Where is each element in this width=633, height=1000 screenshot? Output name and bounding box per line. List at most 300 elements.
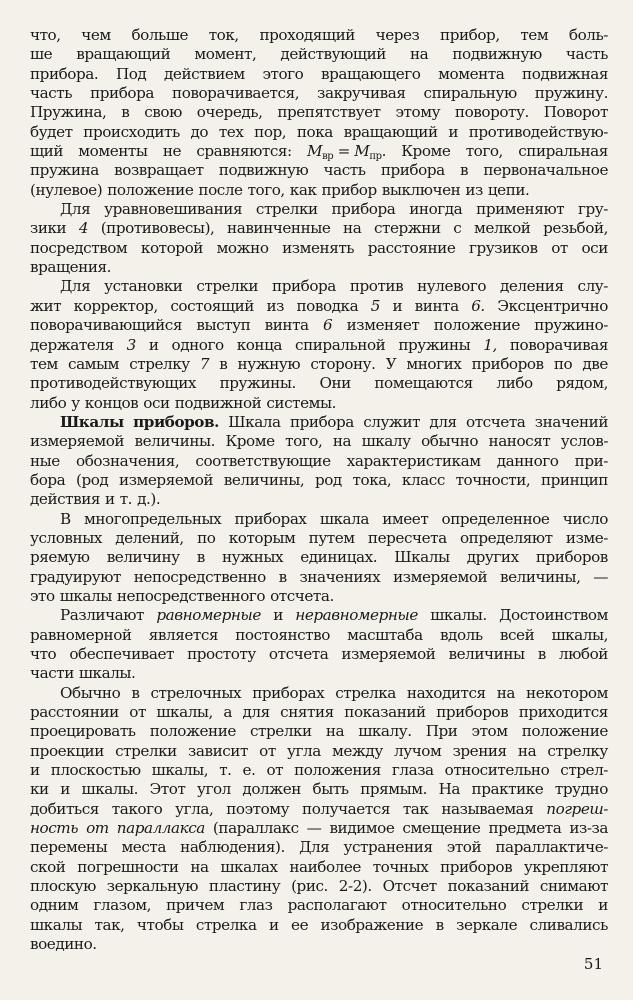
word: поворачивается, — [172, 84, 300, 103]
word: некотором — [526, 683, 608, 702]
word: тем — [30, 354, 58, 373]
word: величины. — [134, 432, 216, 451]
word: иногда — [409, 200, 463, 219]
word: до — [190, 122, 209, 141]
word: стрелочных — [150, 683, 242, 702]
word: класс — [401, 470, 445, 489]
word: подвижную — [452, 45, 542, 64]
word: на — [496, 683, 515, 702]
word: положение — [149, 722, 236, 741]
word: шкалу. — [358, 722, 412, 741]
word: обеспечивает — [69, 645, 174, 663]
word: шкалу — [361, 432, 411, 451]
word: пластину — [208, 877, 281, 896]
word: приборов. — [133, 412, 219, 431]
word: При — [425, 722, 458, 741]
word: точных — [372, 857, 429, 876]
word: ской — [30, 857, 66, 876]
word: и — [273, 606, 283, 625]
page-body — [30, 26, 608, 955]
word: такого — [111, 799, 163, 818]
text-line — [30, 239, 608, 258]
word: 5 — [370, 296, 380, 315]
word: винта — [414, 296, 459, 315]
text-line — [30, 780, 608, 799]
word: число — [562, 509, 608, 528]
word: пружина — [30, 161, 99, 180]
word: и — [60, 780, 70, 799]
text-line — [30, 664, 608, 683]
word: две — [582, 354, 608, 373]
word: трудно — [554, 780, 608, 799]
word: прибора — [90, 84, 154, 103]
word: в — [121, 103, 130, 122]
word: стержни — [373, 219, 441, 238]
word: приборов — [436, 703, 509, 722]
word: измеряемой — [393, 567, 488, 586]
word: видимое — [329, 819, 395, 838]
word: возвращает — [114, 161, 204, 180]
text-line — [30, 510, 608, 529]
word: навинченные — [227, 219, 331, 238]
word: проецировать — [30, 722, 136, 741]
text-line — [30, 838, 608, 857]
word: пока — [296, 122, 333, 141]
word: места — [121, 838, 166, 857]
word: показаний — [344, 703, 426, 722]
word: либо — [30, 393, 67, 412]
word: наносят — [488, 432, 551, 451]
text-line — [30, 529, 608, 548]
text-line — [30, 65, 608, 84]
word: сторону. — [310, 354, 376, 373]
word: спиральная — [518, 142, 608, 161]
word: проходящий — [259, 26, 355, 44]
word: зеркале — [456, 915, 518, 934]
word: изме- — [565, 528, 608, 547]
word: величины, — [499, 567, 581, 586]
word: нужных — [222, 548, 284, 567]
word: в — [537, 645, 546, 663]
word: снимают — [539, 877, 608, 896]
word: у — [71, 393, 80, 412]
word: одного — [171, 335, 224, 354]
word: 1, — [483, 335, 497, 354]
text-line — [30, 568, 608, 587]
word: резьбой, — [543, 219, 608, 238]
word: в — [196, 548, 205, 567]
word: приборов — [535, 548, 608, 567]
word: измеряемой — [341, 645, 436, 663]
word: на — [517, 741, 537, 760]
word: шкалы. — [81, 780, 139, 799]
word: на — [325, 722, 345, 741]
word: $M_{вр} = M_{пр}$. — [307, 142, 386, 163]
word: 4 — [78, 219, 89, 238]
word: как — [289, 180, 317, 199]
word: для — [242, 703, 270, 722]
word: действием — [164, 64, 245, 83]
word: Под — [115, 64, 147, 83]
word: прибора — [380, 161, 445, 180]
word: постоянство — [235, 625, 330, 644]
word: пружину. — [534, 84, 608, 103]
word: является — [148, 625, 219, 644]
word: из — [465, 180, 483, 199]
word: Обычно — [60, 683, 121, 702]
word: значений — [534, 412, 608, 431]
text-line — [30, 858, 608, 877]
text-line — [30, 103, 608, 122]
word: плоскостью — [50, 761, 141, 780]
word: в — [459, 161, 469, 180]
word: воедино. — [30, 935, 97, 954]
word: многих — [406, 354, 462, 373]
word: концов — [84, 393, 139, 412]
word: одним — [30, 896, 79, 915]
word: положения — [294, 761, 381, 780]
word: для — [429, 412, 457, 431]
word: состоящий — [170, 296, 254, 315]
word: шкалы, — [551, 625, 608, 644]
word: поводка — [296, 296, 359, 315]
word: масштаба — [347, 625, 423, 644]
word: снятия — [280, 703, 334, 722]
word: глаза — [391, 761, 434, 780]
word: стрелки — [115, 741, 177, 760]
word: винта — [264, 316, 309, 335]
word: глазом, — [93, 896, 151, 915]
word: ки — [30, 780, 49, 799]
word: прибора — [331, 200, 396, 219]
text-line — [30, 181, 608, 200]
word: через — [375, 26, 420, 44]
word: в — [131, 683, 140, 702]
word: подвижной — [174, 393, 262, 412]
word: не — [162, 142, 182, 161]
word: чем — [81, 26, 111, 44]
word: прямым. — [360, 780, 428, 799]
text-line — [30, 819, 608, 838]
word: называемая — [441, 799, 534, 818]
word: закручивая — [317, 84, 406, 103]
word: деления — [499, 277, 564, 296]
word: либо — [496, 374, 533, 393]
word: действия — [30, 490, 101, 509]
word: стрелки — [196, 277, 259, 296]
word: получается — [302, 799, 390, 818]
word: принцип — [540, 470, 608, 489]
word: поворачивающийся — [30, 316, 182, 335]
text-line — [30, 432, 608, 451]
word: оси — [143, 393, 170, 412]
word: в — [278, 567, 287, 586]
text-line — [30, 297, 608, 316]
word: чтобы — [136, 915, 184, 934]
word: пересчета — [367, 528, 447, 547]
word: это — [30, 586, 55, 605]
word: относительно — [444, 761, 550, 780]
text-line — [30, 258, 608, 277]
word: из — [266, 296, 284, 315]
text-line — [30, 471, 608, 490]
word: величины — [448, 645, 525, 663]
word: шкалы — [30, 915, 83, 934]
word: т. — [119, 490, 133, 509]
word: между — [332, 741, 383, 760]
word: простоту — [187, 645, 256, 663]
word: изменять — [282, 238, 355, 257]
word: боль- — [568, 26, 608, 44]
word: смещение — [402, 819, 481, 838]
word: отсчета — [466, 412, 526, 431]
word: точности, — [455, 470, 531, 489]
text-line — [30, 490, 608, 509]
word: Пружина, — [30, 103, 107, 122]
word: мелкой — [473, 219, 531, 238]
word: из-за — [569, 819, 608, 838]
word: очередь, — [196, 103, 263, 122]
word: расстоянии — [30, 703, 119, 722]
word: параллактиче- — [495, 838, 608, 857]
text-line — [30, 684, 608, 703]
word: Шкала — [228, 412, 281, 431]
word: практике — [471, 780, 544, 799]
word: первоначальное — [483, 161, 608, 180]
word: пор, — [254, 122, 287, 141]
word: грузиков — [468, 238, 538, 257]
word: т. — [219, 761, 232, 780]
word: на — [190, 857, 209, 876]
word: часть — [323, 161, 366, 180]
word: с — [453, 219, 462, 238]
word: обычно — [421, 432, 479, 451]
word: приборов — [471, 354, 544, 373]
word: по — [197, 528, 216, 547]
word: при- — [574, 451, 608, 470]
word: (род — [75, 470, 109, 489]
word: положение — [107, 180, 194, 199]
word: вращающий — [76, 45, 171, 64]
word: ряемую — [30, 548, 90, 567]
word: значениях — [299, 567, 381, 586]
word: Поворот — [543, 103, 608, 122]
word: измеряемой — [119, 470, 214, 489]
word: конца — [236, 335, 283, 354]
word: шкалы — [59, 586, 112, 605]
word: которой — [140, 238, 203, 257]
word: В — [60, 509, 71, 528]
word: этому — [395, 103, 441, 122]
word: многопредельных — [83, 509, 222, 528]
word: зависит — [188, 741, 248, 760]
word: путем — [308, 528, 355, 547]
word: и — [448, 122, 459, 141]
text-line — [30, 626, 608, 645]
text-line — [30, 142, 608, 161]
word: показаний — [447, 877, 530, 896]
word: Шкалы — [394, 548, 450, 567]
word: и — [392, 296, 403, 315]
word: приборах — [234, 509, 307, 528]
text-line — [30, 877, 608, 896]
word: в — [219, 354, 228, 373]
word: изменяет — [346, 316, 420, 335]
word: всей — [499, 625, 535, 644]
word: оси — [581, 238, 608, 257]
word: У — [385, 354, 397, 373]
text-line — [30, 219, 608, 238]
word: от — [129, 703, 146, 722]
word: предмета — [488, 819, 562, 838]
word: и — [30, 761, 40, 780]
word: будет — [30, 122, 73, 141]
word: часть — [30, 84, 73, 103]
word: должен — [242, 780, 301, 799]
word: зики — [30, 219, 67, 238]
word: а — [223, 703, 232, 722]
word: ные — [30, 451, 60, 470]
word: пружино- — [534, 316, 608, 335]
word: самым — [68, 354, 120, 373]
word: свою — [144, 103, 182, 122]
word: прибора. — [30, 64, 99, 83]
word: данного — [496, 451, 559, 470]
word: стрелка — [195, 915, 257, 934]
word: угол — [196, 780, 231, 799]
word: шкалы. — [78, 664, 136, 683]
word: вращающий — [343, 122, 438, 141]
word: параллакса — [116, 819, 205, 838]
text-line — [30, 277, 608, 296]
word: Для — [60, 200, 91, 219]
text-line — [30, 26, 608, 45]
word: Для — [299, 838, 330, 857]
word: положение — [521, 722, 608, 741]
word: отсчета — [268, 645, 329, 663]
word: Кроме — [401, 142, 451, 161]
word: добиться — [30, 799, 99, 818]
word: против — [349, 277, 404, 296]
word: угла, — [175, 799, 214, 818]
word: погрешности — [77, 857, 179, 876]
word: величину — [106, 548, 180, 567]
text-line — [30, 394, 608, 413]
word: тех — [218, 122, 244, 141]
text-line — [30, 123, 608, 142]
word: от — [86, 819, 109, 838]
word: е. — [242, 761, 256, 780]
word: подвижную — [218, 161, 309, 180]
word: пружины. — [219, 374, 296, 393]
word: шкалах — [220, 857, 278, 876]
word: повороту. — [454, 103, 529, 122]
word: корректор, — [73, 296, 158, 315]
word: цепи. — [487, 180, 530, 199]
word: зеркальную — [106, 877, 199, 896]
word: непосредственного — [116, 586, 266, 605]
word: помещаются — [374, 374, 473, 393]
word: неравномерные — [295, 606, 418, 625]
word: условных — [30, 528, 102, 547]
word: Эксцентрично — [497, 296, 608, 315]
word: применяют — [476, 200, 565, 219]
word: от — [259, 741, 276, 760]
word: других — [466, 548, 519, 567]
word: 6. — [471, 296, 485, 315]
word: так — [402, 799, 429, 818]
word: так, — [94, 915, 125, 934]
word: зрения — [452, 741, 507, 760]
word: измеряемой — [30, 432, 125, 451]
word: пружины — [398, 335, 471, 354]
word: стрелку — [547, 741, 608, 760]
word: этого — [262, 64, 304, 83]
word: стрелка — [335, 683, 396, 702]
word: этом — [471, 722, 508, 741]
word: после — [198, 180, 243, 199]
word: любой — [558, 645, 608, 663]
word: обозначения, — [76, 451, 180, 470]
word: определенное — [441, 509, 550, 528]
word: от — [551, 238, 568, 257]
word: ток, — [208, 26, 239, 44]
word: приборов — [440, 857, 513, 876]
word: прибора — [272, 277, 336, 296]
text-line — [30, 606, 608, 625]
word: момент, — [194, 45, 257, 64]
text-line — [30, 374, 608, 393]
word: которым — [228, 528, 296, 547]
text-line — [30, 587, 608, 606]
word: 6 — [323, 316, 333, 335]
text-line — [30, 452, 608, 471]
word: наиболее — [289, 857, 361, 876]
word: ше — [30, 45, 53, 64]
word: стрелку — [129, 354, 190, 373]
word: на — [343, 219, 362, 238]
word: моменты — [78, 142, 148, 161]
word: изображение — [320, 915, 424, 934]
word: часть — [565, 45, 608, 64]
text-line — [30, 45, 608, 64]
word: держателя — [30, 335, 114, 354]
word: угла — [287, 741, 321, 760]
word: наблюдения). — [180, 838, 285, 857]
word: происходить — [83, 122, 180, 141]
word: (противовесы), — [100, 219, 215, 238]
word: поэтому — [226, 799, 290, 818]
word: того, — [247, 180, 285, 199]
word: имеет — [382, 509, 429, 528]
text-line — [30, 722, 608, 741]
word: относительно — [401, 896, 507, 915]
word: стрелки — [521, 896, 584, 915]
word: части — [30, 664, 74, 683]
word: услов- — [560, 432, 608, 451]
text-line — [30, 742, 608, 761]
word: что — [30, 645, 57, 663]
word: того, — [465, 142, 503, 161]
word: род — [314, 470, 342, 489]
word: и — [268, 915, 279, 934]
word: д.). — [137, 490, 161, 509]
word: приходится — [518, 703, 608, 722]
word: тока, — [352, 470, 392, 489]
word: слу- — [577, 277, 608, 296]
word: и — [148, 335, 159, 354]
word: положение — [433, 316, 520, 335]
